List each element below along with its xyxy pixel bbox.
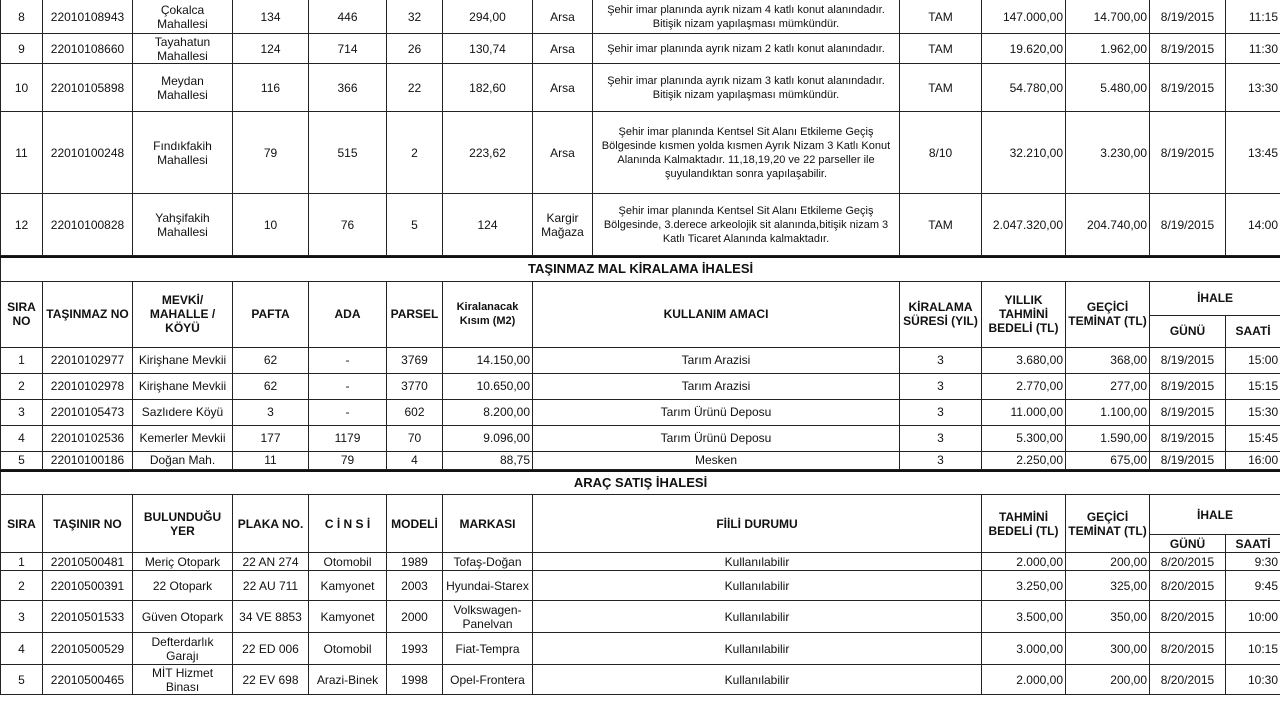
table-row	[1, 112, 1280, 194]
vehicle-table	[0, 470, 1280, 696]
cell-id: 22010102978	[43, 373, 133, 399]
cell-area: 130,74	[443, 34, 533, 64]
cell-time: 9:30	[1226, 553, 1280, 571]
cell-date: 8/20/2015	[1150, 553, 1226, 571]
cell-ada: 76	[309, 194, 387, 256]
cell-date: 8/19/2015	[1150, 0, 1226, 34]
cell-parsel: 70	[387, 425, 443, 451]
cell-id: 22010500465	[43, 665, 133, 695]
cell-time: 11:30	[1226, 34, 1280, 64]
cell-price: 3.000,00	[982, 633, 1066, 665]
cell-date: 8/19/2015	[1150, 34, 1226, 64]
cell-use: Tarım Ürünü Deposu	[533, 425, 900, 451]
cell-date: 8/19/2015	[1150, 399, 1226, 425]
cell-use: Tarım Arazisi	[533, 373, 900, 399]
cell-model: 1989	[387, 553, 443, 571]
cell-period: 3	[900, 347, 982, 373]
cell-id: 22010100186	[43, 451, 133, 469]
cell-ihale: İHALE	[1150, 495, 1280, 535]
cell-pafta: 134	[233, 0, 309, 34]
cell-no: 3	[1, 399, 43, 425]
cell-model: 2003	[387, 571, 443, 601]
cell-brand: Hyundai-Starex	[443, 571, 533, 601]
cell-parsel: 5	[387, 194, 443, 256]
table-header-row	[1, 495, 1280, 535]
cell-price: 2.047.320,00	[982, 194, 1066, 256]
cell-brand: Opel-Frontera	[443, 665, 533, 695]
cell-ada: -	[309, 347, 387, 373]
cell-no: 5	[1, 665, 43, 695]
cell-deposit: 5.480,00	[1066, 64, 1150, 112]
cell-loc: Çokalca Mahallesi	[133, 0, 233, 34]
cell-no: 2	[1, 373, 43, 399]
cell-model: 1993	[387, 633, 443, 665]
cell-id: 22010102977	[43, 347, 133, 373]
cell-pafta: 10	[233, 194, 309, 256]
cell-desc: Şehir imar planında ayrık nizam 3 katlı konut alanındadır. Bitişik nizam yapılaşması mümkündür.	[593, 64, 900, 112]
cell-id: 22010500529	[43, 633, 133, 665]
cell-deposit: 1.590,00	[1066, 425, 1150, 451]
cell-sira: SIRA NO	[1, 281, 43, 347]
cell-time: 13:30	[1226, 64, 1280, 112]
cell-area: 14.150,00	[443, 347, 533, 373]
cell-area: 124	[443, 194, 533, 256]
cell-loc: Kirişhane Mevkii	[133, 347, 233, 373]
table-row	[1, 665, 1280, 695]
table-row	[1, 571, 1280, 601]
cell-loc: Güven Otopark	[133, 601, 233, 633]
cell-deposit: GEÇİCİ TEMİNAT (TL)	[1066, 281, 1150, 347]
cell-area: 294,00	[443, 0, 533, 34]
cell-date: 8/20/2015	[1150, 601, 1226, 633]
cell-id: 22010500481	[43, 553, 133, 571]
cell-pafta: 11	[233, 451, 309, 469]
cell-use: KULLANIM AMACI	[533, 281, 900, 347]
cell-ada: 1179	[309, 425, 387, 451]
table-row	[1, 601, 1280, 633]
cell-time: 10:15	[1226, 633, 1280, 665]
cell-parsel: 602	[387, 399, 443, 425]
table-row	[1, 633, 1280, 665]
cell-area: 223,62	[443, 112, 533, 194]
cell-id: 22010105898	[43, 64, 133, 112]
cell-area: Kiralanacak Kısım (M2)	[443, 281, 533, 347]
cell-plate: 34 VE 8853	[233, 601, 309, 633]
cell-time: 10:00	[1226, 601, 1280, 633]
cell-deposit: 300,00	[1066, 633, 1150, 665]
cell-time: SAATİ	[1226, 535, 1280, 553]
cell-deposit: 204.740,00	[1066, 194, 1150, 256]
cell-model: MODELİ	[387, 495, 443, 553]
cell-no: 3	[1, 601, 43, 633]
cell-id: 22010100248	[43, 112, 133, 194]
cell-no: 1	[1, 347, 43, 373]
cell-price: 5.300,00	[982, 425, 1066, 451]
cell-plate: 22 EV 698	[233, 665, 309, 695]
cell-loc: Meydan Mahallesi	[133, 64, 233, 112]
cell-kind: Otomobil	[309, 553, 387, 571]
cell-parsel: 22	[387, 64, 443, 112]
cell-price: 3.250,00	[982, 571, 1066, 601]
cell-id: 22010100828	[43, 194, 133, 256]
cell-date: 8/19/2015	[1150, 112, 1226, 194]
cell-model: 1998	[387, 665, 443, 695]
cell-time: 9:45	[1226, 571, 1280, 601]
cell-loc: 22 Otopark	[133, 571, 233, 601]
cell-parsel: 2	[387, 112, 443, 194]
cell-parsel: 4	[387, 451, 443, 469]
cell-date: 8/19/2015	[1150, 194, 1226, 256]
cell-no: 10	[1, 64, 43, 112]
cell-price: 2.770,00	[982, 373, 1066, 399]
cell-deposit: 1.962,00	[1066, 34, 1150, 64]
cell-area: 88,75	[443, 451, 533, 469]
cell-plate: 22 ED 006	[233, 633, 309, 665]
cell-pafta: 177	[233, 425, 309, 451]
cell-date: 8/19/2015	[1150, 347, 1226, 373]
cell-use: Tarım Arazisi	[533, 347, 900, 373]
cell-brand: MARKASI	[443, 495, 533, 553]
cell-brand: Volkswagen-Panelvan	[443, 601, 533, 633]
cell-id: TAŞINMAZ NO	[43, 281, 133, 347]
vehicle-section-title: ARAÇ SATIŞ İHALESİ	[1, 471, 1280, 495]
cell-pafta: PAFTA	[233, 281, 309, 347]
cell-type: Kargir Mağaza	[533, 194, 593, 256]
cell-deposit: 350,00	[1066, 601, 1150, 633]
table-row	[1, 399, 1280, 425]
cell-ada: -	[309, 399, 387, 425]
cell-period: 3	[900, 425, 982, 451]
cell-price: 147.000,00	[982, 0, 1066, 34]
cell-use: Tarım Ürünü Deposu	[533, 399, 900, 425]
cell-share: TAM	[900, 0, 982, 34]
table-row	[1, 347, 1280, 373]
cell-time: SAATİ	[1226, 315, 1280, 347]
cell-loc: Fındıkfakih Mahallesi	[133, 112, 233, 194]
cell-deposit: 200,00	[1066, 665, 1150, 695]
cell-day: GÜNÜ	[1150, 535, 1226, 553]
cell-share: TAM	[900, 64, 982, 112]
cell-brand: Fiat-Tempra	[443, 633, 533, 665]
cell-id: 22010501533	[43, 601, 133, 633]
cell-kind: Kamyonet	[309, 571, 387, 601]
cell-ada: ADA	[309, 281, 387, 347]
cell-no: 12	[1, 194, 43, 256]
cell-price: 54.780,00	[982, 64, 1066, 112]
table-row	[1, 425, 1280, 451]
cell-time: 15:45	[1226, 425, 1280, 451]
cell-plate: PLAKA NO.	[233, 495, 309, 553]
cell-price: 2.000,00	[982, 553, 1066, 571]
section-title-row	[1, 471, 1280, 495]
cell-kind: C İ N S İ	[309, 495, 387, 553]
cell-deposit: GEÇİCİ TEMİNAT (TL)	[1066, 495, 1150, 553]
cell-date: 8/20/2015	[1150, 571, 1226, 601]
cell-desc: Şehir imar planında Kentsel Sit Alanı Etkileme Geçiş Bölgesinde, 3.derece arkeolojik sit alanında,bitişik nizam 3 Katlı Ticaret Alanında kalmaktadır.	[593, 194, 900, 256]
cell-plate: 22 AN 274	[233, 553, 309, 571]
cell-no: 5	[1, 451, 43, 469]
cell-loc: Meriç Otopark	[133, 553, 233, 571]
table-row	[1, 553, 1280, 571]
cell-loc: Defterdarlık Garajı	[133, 633, 233, 665]
cell-no: 11	[1, 112, 43, 194]
cell-brand: Tofaş-Doğan	[443, 553, 533, 571]
cell-ada: 515	[309, 112, 387, 194]
cell-id: TAŞINIR NO	[43, 495, 133, 553]
cell-desc: Şehir imar planında ayrık nizam 4 katlı konut alanındadır. Bitişik nizam yapılaşması mümkündür.	[593, 0, 900, 34]
cell-pafta: 79	[233, 112, 309, 194]
sale-table	[0, 0, 1280, 256]
cell-parsel: 32	[387, 0, 443, 34]
cell-type: Arsa	[533, 112, 593, 194]
cell-share: 8/10	[900, 112, 982, 194]
cell-id: 22010108660	[43, 34, 133, 64]
cell-time: 15:30	[1226, 399, 1280, 425]
cell-deposit: 200,00	[1066, 553, 1150, 571]
cell-no: 9	[1, 34, 43, 64]
cell-deposit: 3.230,00	[1066, 112, 1150, 194]
cell-status: Kullanılabilir	[533, 665, 982, 695]
cell-type: Arsa	[533, 64, 593, 112]
section-title-row	[1, 257, 1280, 281]
cell-sira: SIRA	[1, 495, 43, 553]
cell-status: Kullanılabilir	[533, 633, 982, 665]
cell-status: Kullanılabilir	[533, 553, 982, 571]
table-row	[1, 451, 1280, 469]
cell-deposit: 675,00	[1066, 451, 1150, 469]
cell-no: 1	[1, 553, 43, 571]
cell-time: 14:00	[1226, 194, 1280, 256]
cell-kind: Otomobil	[309, 633, 387, 665]
cell-type: Arsa	[533, 0, 593, 34]
cell-use: Mesken	[533, 451, 900, 469]
cell-id: 22010102536	[43, 425, 133, 451]
cell-no: 2	[1, 571, 43, 601]
cell-time: 16:00	[1226, 451, 1280, 469]
cell-ada: 714	[309, 34, 387, 64]
cell-no: 4	[1, 633, 43, 665]
cell-ihale: İHALE	[1150, 281, 1280, 315]
cell-desc: Şehir imar planında Kentsel Sit Alanı Etkileme Geçiş Bölgesinde kısmen yolda kısmen Ayrık Nizam 3 Katlı Konut Alanında Kalmaktadır. 11,18,19,20 ve 22 parseller ile şuyulandıktan sonra yapılaşabilir.	[593, 112, 900, 194]
table-header-row	[1, 281, 1280, 315]
cell-loc: MİT Hizmet Binası	[133, 665, 233, 695]
cell-no: 4	[1, 425, 43, 451]
cell-price: 19.620,00	[982, 34, 1066, 64]
cell-loc: Yahşifakih Mahallesi	[133, 194, 233, 256]
table-row	[1, 0, 1280, 34]
cell-area: 9.096,00	[443, 425, 533, 451]
cell-pafta: 62	[233, 373, 309, 399]
rent-table	[0, 256, 1280, 470]
cell-kind: Arazi-Binek	[309, 665, 387, 695]
cell-price: YILLIK TAHMİNİ BEDELİ (TL)	[982, 281, 1066, 347]
cell-loc: MEVKİ/ MAHALLE / KÖYÜ	[133, 281, 233, 347]
cell-plate: 22 AU 711	[233, 571, 309, 601]
cell-loc: Kemerler Mevkii	[133, 425, 233, 451]
cell-share: TAM	[900, 34, 982, 64]
cell-time: 10:30	[1226, 665, 1280, 695]
cell-loc: Sazlıdere Köyü	[133, 399, 233, 425]
cell-date: 8/19/2015	[1150, 451, 1226, 469]
cell-desc: Şehir imar planında ayrık nizam 2 katlı konut alanındadır.	[593, 34, 900, 64]
rent-section-title: TAŞINMAZ MAL KİRALAMA İHALESİ	[1, 257, 1280, 281]
cell-pafta: 3	[233, 399, 309, 425]
cell-type: Arsa	[533, 34, 593, 64]
cell-period: 3	[900, 451, 982, 469]
cell-loc: Tayahatun Mahallesi	[133, 34, 233, 64]
cell-date: 8/19/2015	[1150, 425, 1226, 451]
cell-parsel: 3769	[387, 347, 443, 373]
cell-ada: 446	[309, 0, 387, 34]
cell-pafta: 124	[233, 34, 309, 64]
cell-area: 10.650,00	[443, 373, 533, 399]
cell-model: 2000	[387, 601, 443, 633]
cell-ada: 366	[309, 64, 387, 112]
table-row	[1, 64, 1280, 112]
cell-price: 11.000,00	[982, 399, 1066, 425]
cell-period: 3	[900, 399, 982, 425]
cell-pafta: 62	[233, 347, 309, 373]
cell-price: 2.000,00	[982, 665, 1066, 695]
cell-date: 8/19/2015	[1150, 64, 1226, 112]
cell-id: 22010108943	[43, 0, 133, 34]
cell-area: 182,60	[443, 64, 533, 112]
cell-deposit: 325,00	[1066, 571, 1150, 601]
cell-price: 3.500,00	[982, 601, 1066, 633]
cell-day: GÜNÜ	[1150, 315, 1226, 347]
cell-deposit: 14.700,00	[1066, 0, 1150, 34]
cell-share: TAM	[900, 194, 982, 256]
cell-no: 8	[1, 0, 43, 34]
table-row	[1, 373, 1280, 399]
cell-status: FİİLİ DURUMU	[533, 495, 982, 553]
cell-date: 8/19/2015	[1150, 373, 1226, 399]
cell-status: Kullanılabilir	[533, 601, 982, 633]
cell-id: 22010500391	[43, 571, 133, 601]
cell-parsel: PARSEL	[387, 281, 443, 347]
cell-period: KİRALAMA SÜRESİ (YIL)	[900, 281, 982, 347]
cell-date: 8/20/2015	[1150, 665, 1226, 695]
cell-ada: -	[309, 373, 387, 399]
cell-loc: Kirişhane Mevkii	[133, 373, 233, 399]
cell-deposit: 277,00	[1066, 373, 1150, 399]
cell-price: 32.210,00	[982, 112, 1066, 194]
table-row	[1, 34, 1280, 64]
cell-time: 15:00	[1226, 347, 1280, 373]
cell-parsel: 26	[387, 34, 443, 64]
cell-time: 11:15	[1226, 0, 1280, 34]
cell-kind: Kamyonet	[309, 601, 387, 633]
table-row	[1, 194, 1280, 256]
cell-loc: BULUNDUĞU YER	[133, 495, 233, 553]
cell-ada: 79	[309, 451, 387, 469]
cell-pafta: 116	[233, 64, 309, 112]
cell-price: 2.250,00	[982, 451, 1066, 469]
cell-id: 22010105473	[43, 399, 133, 425]
cell-loc: Doğan Mah.	[133, 451, 233, 469]
cell-period: 3	[900, 373, 982, 399]
cell-deposit: 1.100,00	[1066, 399, 1150, 425]
cell-date: 8/20/2015	[1150, 633, 1226, 665]
cell-time: 15:15	[1226, 373, 1280, 399]
cell-deposit: 368,00	[1066, 347, 1150, 373]
cell-price: 3.680,00	[982, 347, 1066, 373]
cell-time: 13:45	[1226, 112, 1280, 194]
cell-area: 8.200,00	[443, 399, 533, 425]
cell-status: Kullanılabilir	[533, 571, 982, 601]
cell-parsel: 3770	[387, 373, 443, 399]
cell-price: TAHMİNİ BEDELİ (TL)	[982, 495, 1066, 553]
